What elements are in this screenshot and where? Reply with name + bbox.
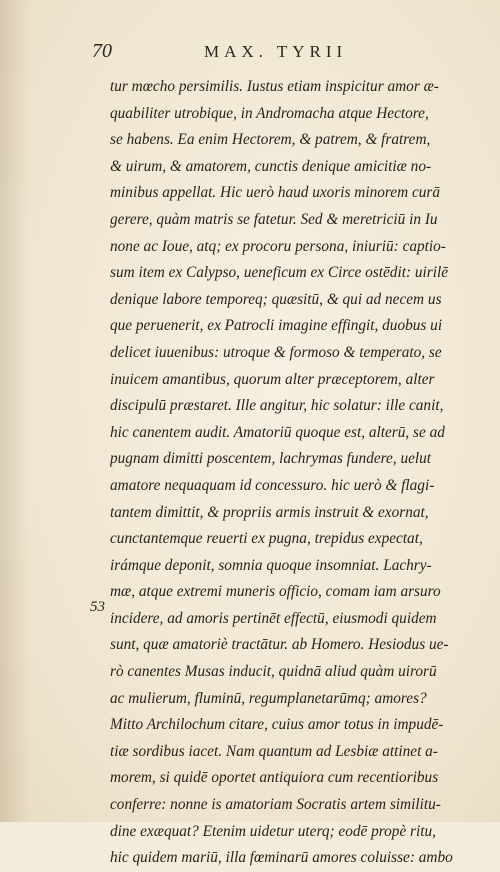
- text-line: gerere, quàm matris se fatetur. Sed & meretriciū in Iu: [110, 210, 438, 228]
- marginal-section-number: 53: [90, 599, 105, 615]
- text-line: tantem dimittit, & propriis armis instruit & exornat,: [110, 503, 429, 521]
- text-line: rò canentes Musas inducit, quidnā aliud quàm uirorū: [110, 663, 437, 681]
- text-line: sunt, quæ amatoriè tractātur. ab Homero. Hesiodus ue-: [110, 636, 449, 654]
- text-line: tur mœcho persimilis. Iustus etiam inspicitur amor æ-: [110, 78, 439, 95]
- text-line: amatore nequaquam id concessuro. hic uerò & flagi-: [110, 476, 435, 494]
- text-line: Mitto Archilochum citare, cuius amor totus in impudē-: [110, 716, 444, 734]
- text-line: & uirum, & amatorem, cunctis denique amicitiæ no-: [110, 157, 432, 175]
- text-line: hic quidem mariū, illa fœminarū amores coluisse: ambo: [110, 849, 453, 867]
- text-line: sum item ex Calypso, ueneficum ex Circe ostēdit: uirilē: [110, 264, 449, 282]
- text-line: mæ, atque extremi muneris officio, comam iam arsuro: [110, 583, 441, 601]
- text-line: cunctantemque reuerti ex pugna, trepidus expectat,: [110, 530, 423, 548]
- text-line: inuicem amantibus, quorum alter præceptorem, alter: [110, 370, 435, 388]
- text-line: ac mulierum, fluminū, regumplanetarūmq; amores?: [110, 689, 427, 707]
- text-line: incidere, ad amoris pertinēt effectū, eiusmodi quidem: [110, 609, 437, 627]
- text-line: morem, si quidē oportet antiquiora cum recentioribus: [110, 769, 439, 787]
- text-line: que peruenerit, ex Patrocli imagine effingit, duobus ui: [110, 317, 443, 335]
- page-number: 70: [92, 40, 112, 62]
- text-line: minibus appellat. Hic uerò haud uxoris minorem curā: [110, 184, 440, 202]
- text-line: irámque deponit, somnia quoque insomniat. Lachry-: [110, 556, 432, 574]
- text-line: se habens. Ea enim Hectorem, & patrem, & fratrem,: [110, 131, 431, 149]
- gutter-shadow: [0, 0, 30, 822]
- text-line: delicet iuuenibus: utroque & formoso & temperato, se: [110, 343, 442, 361]
- body-text: [110, 74, 470, 872]
- text-line: none ac Ioue, atq; ex procoru persona, iniuriū: captio-: [110, 237, 446, 255]
- text-line: discipulū præstaret. Ille angitur, hic solatur: ille canit,: [110, 397, 444, 415]
- text-line: dine exæquat? Etenim uidetur uterq; eodē propè ritu,: [110, 822, 436, 840]
- page-header: [92, 40, 472, 66]
- text-line: denique labore temporeq; quæsitū, & qui ad necem us: [110, 290, 442, 308]
- text-line: tiæ sordibus iacet. Nam quantum ad Lesbiæ attinet a-: [110, 742, 438, 760]
- text-line: conferre: nonne is amatoriam Socratis artem similitu-: [110, 796, 441, 814]
- text-line: pugnam dimitti poscentem, lachrymas fundere, uelut: [110, 450, 432, 468]
- text-line: hic canentem audit. Amatoriū quoque est, alterū, se ad: [110, 423, 445, 441]
- text-line: quabiliter utrobique, in Andromacha atque Hectore,: [110, 104, 429, 122]
- running-title: MAX. TYRII: [204, 42, 348, 61]
